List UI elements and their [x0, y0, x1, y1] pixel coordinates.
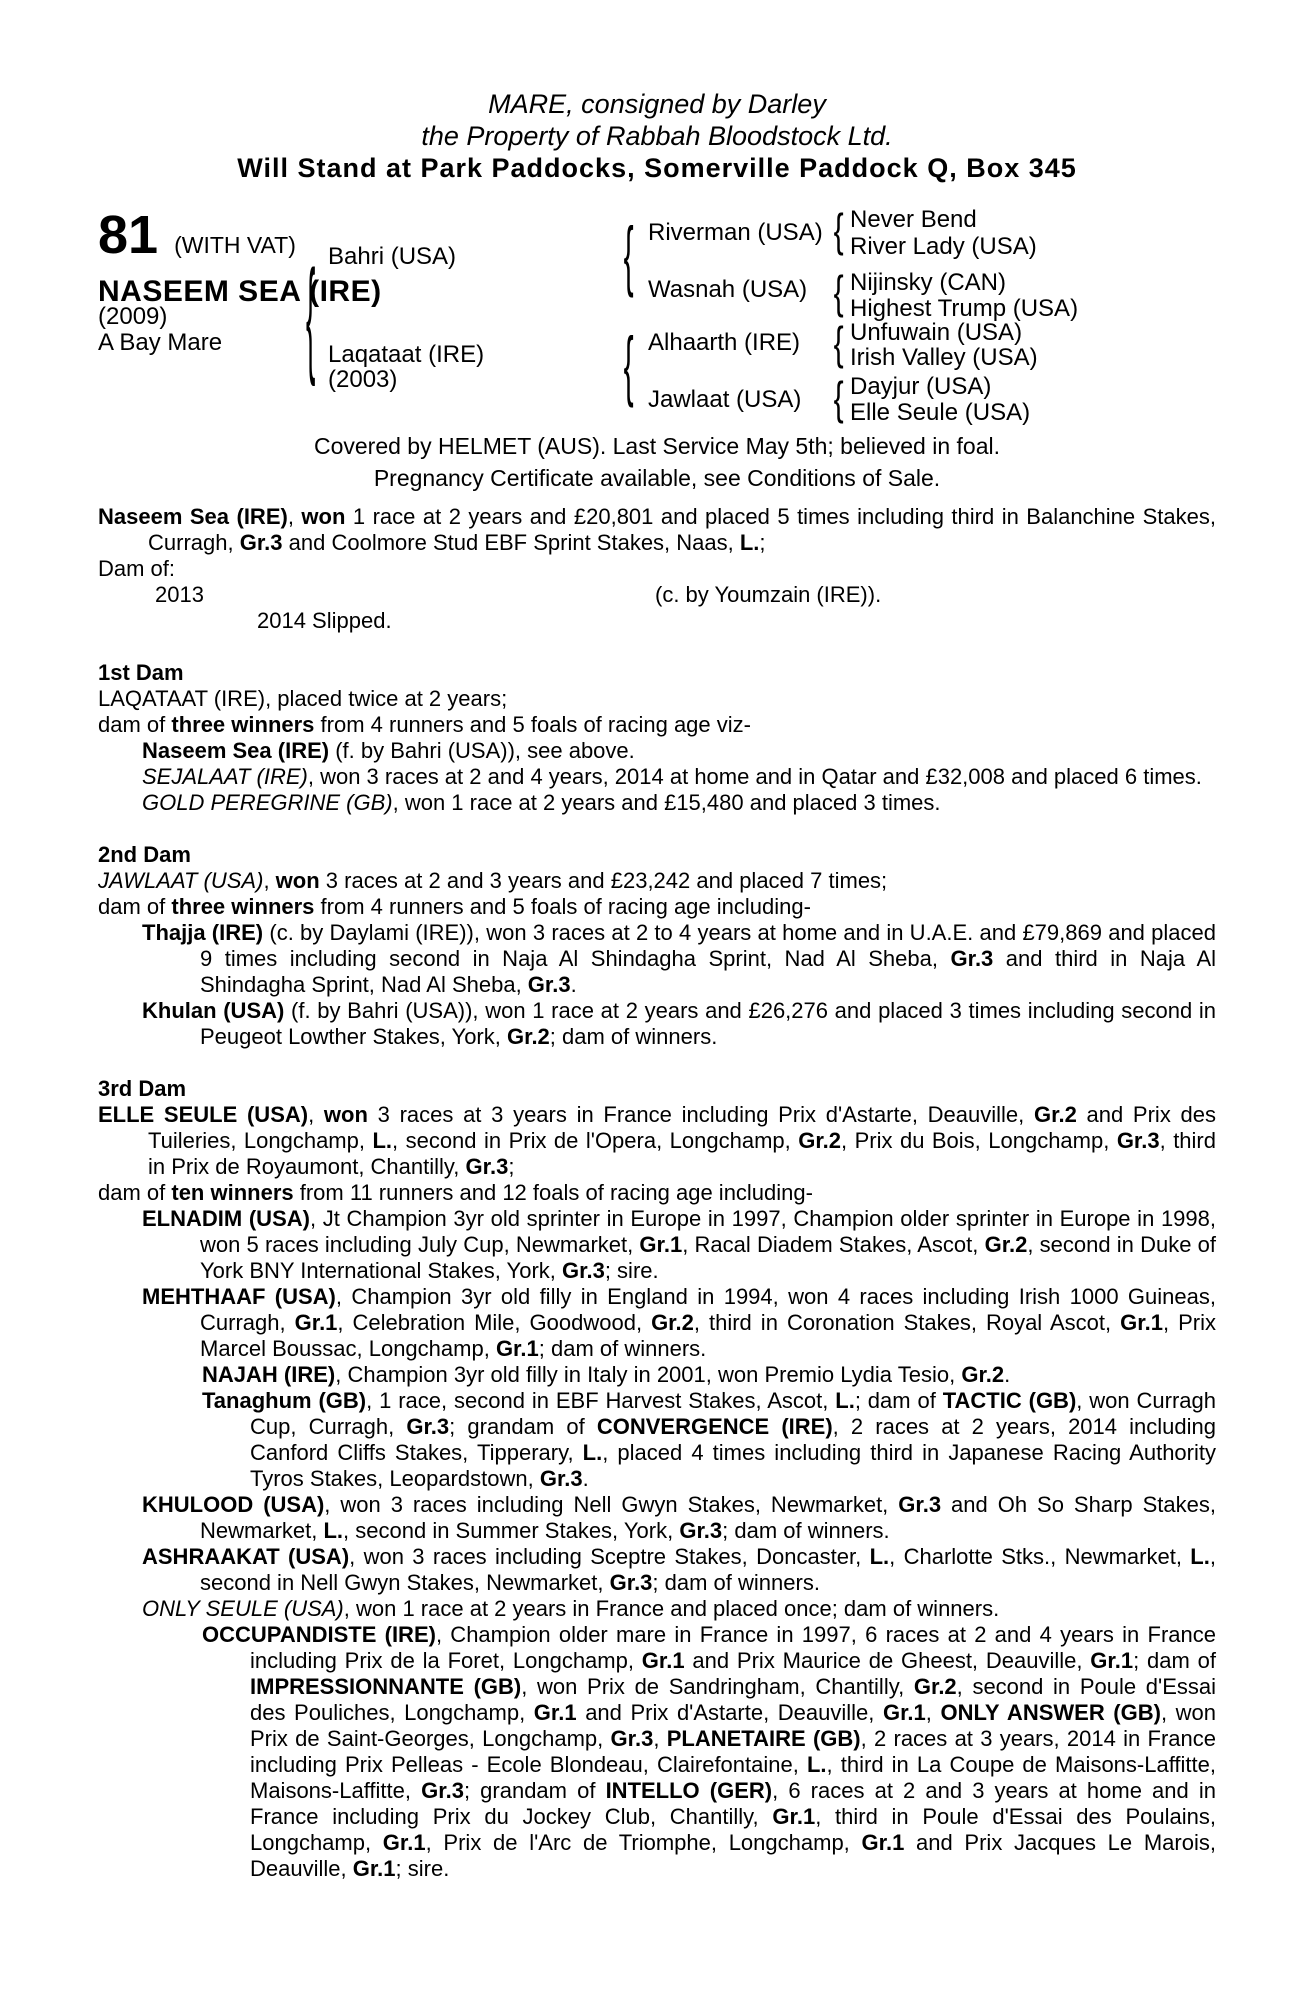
pedigree-gen2-name: Riverman (USA): [648, 219, 823, 246]
open-brace-icon: {: [623, 323, 635, 409]
catalogue-paragraph: dam of three winners from 4 runners and 5 foals of racing age including-: [98, 894, 811, 919]
pedigree-sire-name: Bahri (USA): [328, 243, 457, 270]
subject-year: (2009): [98, 303, 168, 330]
covering-line: Covered by HELMET (AUS). Last Service May 5th; believed in foal.: [313, 433, 1001, 459]
pedigree-gen3-name: Irish Valley (USA): [850, 344, 1038, 371]
catalogue-paragraph: dam of ten winners from 11 runners and 12 foals of racing age including-: [98, 1180, 813, 1205]
pedigree-gen3-name: River Lady (USA): [850, 233, 1037, 260]
property-line: the Property of Rabbah Bloodstock Ltd.: [421, 121, 893, 151]
pedigree-gen3-name: Unfuwain (USA): [850, 319, 1023, 346]
catalogue-entry: Thajja (IRE) (c. by Daylami (IRE)), won 3 races at 2 to 4 years at home and in U.A.E. and £79,869 and placed 9 times including second in Naja Al Shindagha Sprint, Nad Al Sheba, Gr.3 and third in Naja Al Shindagha Sprint, Nad Al Sheba, Gr.3.: [142, 920, 1216, 997]
section-heading: 1st Dam: [98, 660, 184, 685]
pedigree-gen3-name: Dayjur (USA): [850, 373, 992, 400]
stand-location-line: Will Stand at Park Paddocks, Somerville Paddock Q, Box 345: [237, 153, 1077, 183]
produce-record-item: 2013: [155, 582, 204, 607]
black-type-summary: Naseem Sea (IRE), won 1 race at 2 years and £20,801 and placed 5 times including third in Balanchine Stakes, Curragh, Gr.3 and Coolmore Stud EBF Sprint Stakes, Naas, L.;: [98, 504, 1216, 555]
catalogue-paragraph: dam of three winners from 4 runners and 5 foals of racing age viz-: [98, 712, 751, 737]
lot-header: [98, 205, 296, 265]
catalogue-entry: MEHTHAAF (USA), Champion 3yr old filly in England in 1994, won 4 races including Irish 1000 Guineas, Curragh, Gr.1, Celebration Mile, Goodwood, Gr.2, third in Coronation Stakes, Royal Ascot, Gr.1, Prix Marcel Boussac, Longchamp, Gr.1; dam of winners.: [142, 1284, 1216, 1361]
dam-of-label: Dam of:: [98, 556, 176, 581]
catalogue-paragraph: JAWLAAT (USA), won 3 races at 2 and 3 years and £23,242 and placed 7 times;: [98, 868, 888, 893]
pedigree-dam-year: (2003): [328, 366, 398, 393]
open-brace-icon: {: [306, 247, 316, 389]
catalogue-body: [98, 504, 1216, 1882]
catalogue-entry: Tanaghum (GB), 1 race, second in EBF Harvest Stakes, Ascot, L.; dam of TACTIC (GB), won Curragh Cup, Curragh, Gr.3; grandam of CONVERGENCE (IRE), 2 races at 2 years, 2014 including Canford Cliffs Stakes, Tipperary, L., placed 4 times including third in Japanese Racing Authority Tyros Stakes, Leopardstown, Gr.3.: [202, 1388, 1216, 1491]
produce-record-item: 2014 Slipped.: [257, 608, 392, 633]
covering-statement: [98, 430, 1216, 494]
subject-name: NASEEM SEA (IRE): [98, 275, 382, 308]
pedigree-gen2-name: Alhaarth (IRE): [648, 329, 801, 356]
pedigree-gen2-name: Jawlaat (USA): [648, 386, 802, 413]
lot-number: 81: [98, 205, 159, 265]
catalogue-entry: NAJAH (IRE), Champion 3yr old filly in Italy in 2001, won Premio Lydia Tesio, Gr.2.: [202, 1362, 1011, 1387]
lot-vat-note: (WITH VAT): [174, 232, 296, 258]
pedigree-dam-name: Laqataat (IRE): [328, 341, 485, 368]
produce-record-row: [98, 582, 1216, 608]
consignment-line: MARE, consigned by Darley: [488, 89, 826, 119]
section-heading: 2nd Dam: [98, 842, 191, 867]
catalogue-entry: OCCUPANDISTE (IRE), Champion older mare in France in 1997, 6 races at 2 and 4 years in France including Prix de la Foret, Longchamp, Gr.1 and Prix Maurice de Gheest, Deauville, Gr.1; dam of IMPRESSIONNANTE (GB), won Prix de Sandringham, Chantilly, Gr.2, second in Poule d'Essai des Pouliches, Longchamp, Gr.1 and Prix d'Astarte, Deauville, Gr.1, ONLY ANSWER (GB), won Prix de Saint-Georges, Longchamp, Gr.3, PLANETAIRE (GB), 2 races at 3 years, 2014 in France including Prix Pelleas - Ecole Blondeau, Clairefontaine, L., third in La Coupe de Maisons-Laffitte, Maisons-Laffitte, Gr.3; grandam of INTELLO (GER), 6 races at 2 and 3 years at home and in France including Prix du Jockey Club, Chantilly, Gr.1, third in Poule d'Essai des Poulains, Longchamp, Gr.1, Prix de l'Arc de Triomphe, Longchamp, Gr.1 and Prix Jacques Le Marois, Deauville, Gr.1; sire.: [202, 1622, 1217, 1881]
catalogue-entry: KHULOOD (USA), won 3 races including Nell Gwyn Stakes, Newmarket, Gr.3 and Oh So Sharp Stakes, Newmarket, L., second in Summer Stakes, York, Gr.3; dam of winners.: [142, 1492, 1216, 1543]
catalogue-entry: ONLY SEULE (USA), won 1 race at 2 years in France and placed once; dam of winners.: [142, 1596, 1000, 1621]
subject-description: A Bay Mare: [98, 329, 223, 356]
section-heading: 3rd Dam: [98, 1076, 187, 1101]
open-brace-icon: {: [833, 267, 845, 319]
open-brace-icon: {: [833, 373, 845, 425]
pedigree-gen3-name: Highest Trump (USA): [850, 295, 1079, 322]
catalogue-entry: ASHRAAKAT (USA), won 3 races including Sceptre Stakes, Doncaster, L., Charlotte Stks., Newmarket, L., second in Nell Gwyn Stakes, Newmarket, Gr.3; dam of winners.: [142, 1544, 1216, 1595]
page-content: [98, 0, 1216, 1882]
catalogue-paragraph: LAQATAAT (IRE), placed twice at 2 years;: [98, 686, 508, 711]
catalogue-paragraph: ELLE SEULE (USA), won 3 races at 3 years in France including Prix d'Astarte, Deauville, Gr.2 and Prix des Tuileries, Longchamp, L., second in Prix de l'Opera, Longchamp, Gr.2, Prix du Bois, Longchamp, Gr.3, third in Prix de Royaumont, Chantilly, Gr.3;: [98, 1102, 1216, 1179]
catalogue-entry: Khulan (USA) (f. by Bahri (USA)), won 1 race at 2 years and £26,276 and placed 3 times including second in Peugeot Lowther Stakes, York, Gr.2; dam of winners.: [142, 998, 1217, 1049]
catalogue-entry: SEJALAAT (IRE), won 3 races at 2 and 4 years, 2014 at home and in Qatar and £32,008 and placed 6 times.: [142, 764, 1202, 789]
catalogue-entry: ELNADIM (USA), Jt Champion 3yr old sprinter in Europe in 1997, Champion older sprinter in Europe in 1998, won 5 races including July Cup, Newmarket, Gr.1, Racal Diadem Stakes, Ascot, Gr.2, second in Duke of York BNY International Stakes, York, Gr.3; sire.: [142, 1206, 1216, 1283]
pedigree-gen2-name: Wasnah (USA): [648, 276, 808, 303]
open-brace-icon: {: [833, 205, 845, 257]
catalogue-entry: GOLD PEREGRINE (GB), won 1 race at 2 years and £15,480 and placed 3 times.: [142, 790, 941, 815]
produce-record-item: (c. by Youmzain (IRE)).: [655, 582, 882, 607]
pedigree-gen3-name: Elle Seule (USA): [850, 399, 1031, 426]
pedigree-gen3-name: Never Bend: [850, 206, 977, 233]
pedigree-gen3-name: Nijinsky (CAN): [850, 269, 1006, 296]
produce-record-row: [98, 608, 1216, 634]
open-brace-icon: {: [623, 213, 635, 299]
covering-line: Pregnancy Certificate available, see Conditions of Sale.: [373, 465, 941, 491]
pedigree-table: [98, 190, 1216, 430]
page-header: [98, 0, 1216, 184]
catalogue-entry: Naseem Sea (IRE) (f. by Bahri (USA)), see above.: [142, 738, 635, 763]
open-brace-icon: {: [833, 318, 845, 370]
